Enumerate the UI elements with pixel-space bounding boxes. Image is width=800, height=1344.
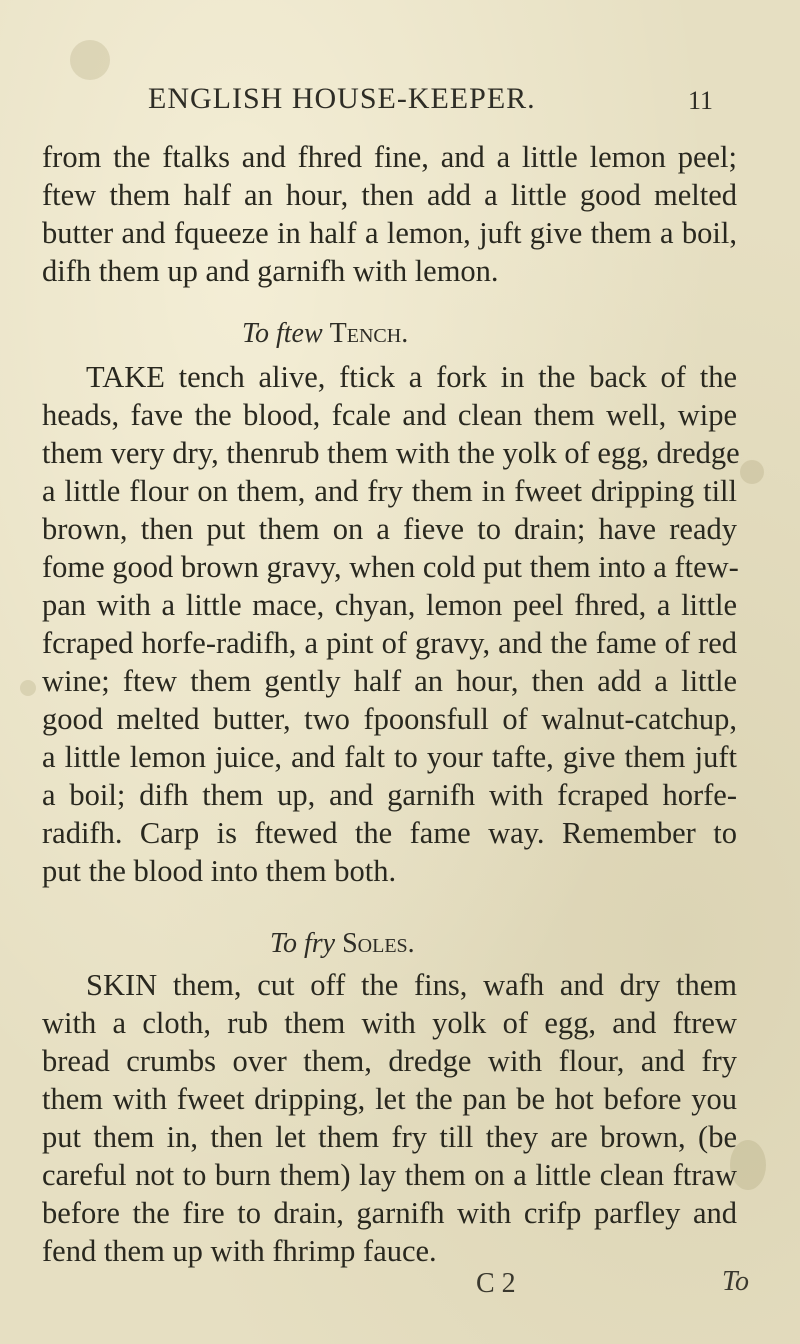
paper-stain	[70, 40, 110, 80]
text-line: butter and fqueeze in half a lemon, juft give them a boil,	[42, 216, 737, 250]
text-line: heads, fave the blood, fcale and clean them well, wipe	[42, 398, 737, 432]
text-line: pan with a little mace, chyan, lemon peel fhred, a little	[42, 588, 737, 622]
text-line: a boil; difh them up, and garnifh with fcraped horfe-	[42, 778, 737, 812]
text-line: before the fire to drain, garnifh with crifp parfley and	[42, 1196, 737, 1230]
heading-prefix: To fry	[270, 928, 336, 959]
text-line: bread crumbs over them, dredge with flour, and fry	[42, 1044, 737, 1078]
text-line: careful not to burn them) lay them on a little clean ftraw	[42, 1158, 737, 1192]
text-line: with a cloth, rub them with yolk of egg, and ftrew	[42, 1006, 737, 1040]
heading-name: Tench.	[329, 318, 409, 349]
text-line: SKIN them, cut off the fins, wafh and dry them	[86, 968, 737, 1002]
text-line: good melted butter, two fpoonsfull of walnut-catchup,	[42, 702, 737, 736]
heading-name: Soles.	[342, 928, 415, 959]
text-line: them very dry, thenrub them with the yolk of egg, dredge	[42, 436, 740, 470]
section-heading-tench	[242, 318, 408, 350]
running-head: ENGLISH HOUSE-KEEPER.	[148, 82, 536, 115]
text-line: TAKE tench alive, ftick a fork in the back of the	[86, 360, 737, 394]
catchword: To	[722, 1266, 750, 1297]
text-line: brown, then put them on a fieve to drain; have ready	[42, 512, 737, 546]
text-line: put them in, then let them fry till they are brown, (be	[42, 1120, 737, 1154]
paper-stain	[740, 460, 764, 484]
text-line: fome good brown gravy, when cold put them into a ftew-	[42, 550, 739, 584]
text-line: wine; ftew them gently half an hour, then add a little	[42, 664, 737, 698]
paper-stain	[20, 680, 36, 696]
signature-mark: C 2	[476, 1268, 516, 1299]
text-line: fend them up with fhrimp fauce.	[42, 1234, 437, 1268]
text-line: difh them up and garnifh with lemon.	[42, 254, 499, 288]
text-line: radifh. Carp is ftewed the fame way. Remember to	[42, 816, 737, 850]
text-line: ftew them half an hour, then add a little good melted	[42, 178, 737, 212]
text-line: fcraped horfe-radifh, a pint of gravy, and the fame of red	[42, 626, 737, 660]
text-line: them with fweet dripping, let the pan be hot before you	[42, 1082, 737, 1116]
heading-prefix: To ftew	[242, 318, 323, 349]
page-number: 11	[688, 86, 714, 115]
text-line: put the blood into them both.	[42, 854, 397, 888]
text-line: a little flour on them, and fry them in fweet dripping till	[42, 474, 737, 508]
text-line: from the ftalks and fhred fine, and a little lemon peel;	[42, 140, 737, 174]
section-heading-soles	[270, 928, 415, 960]
text-line: a little lemon juice, and falt to your tafte, give them juft	[42, 740, 737, 774]
